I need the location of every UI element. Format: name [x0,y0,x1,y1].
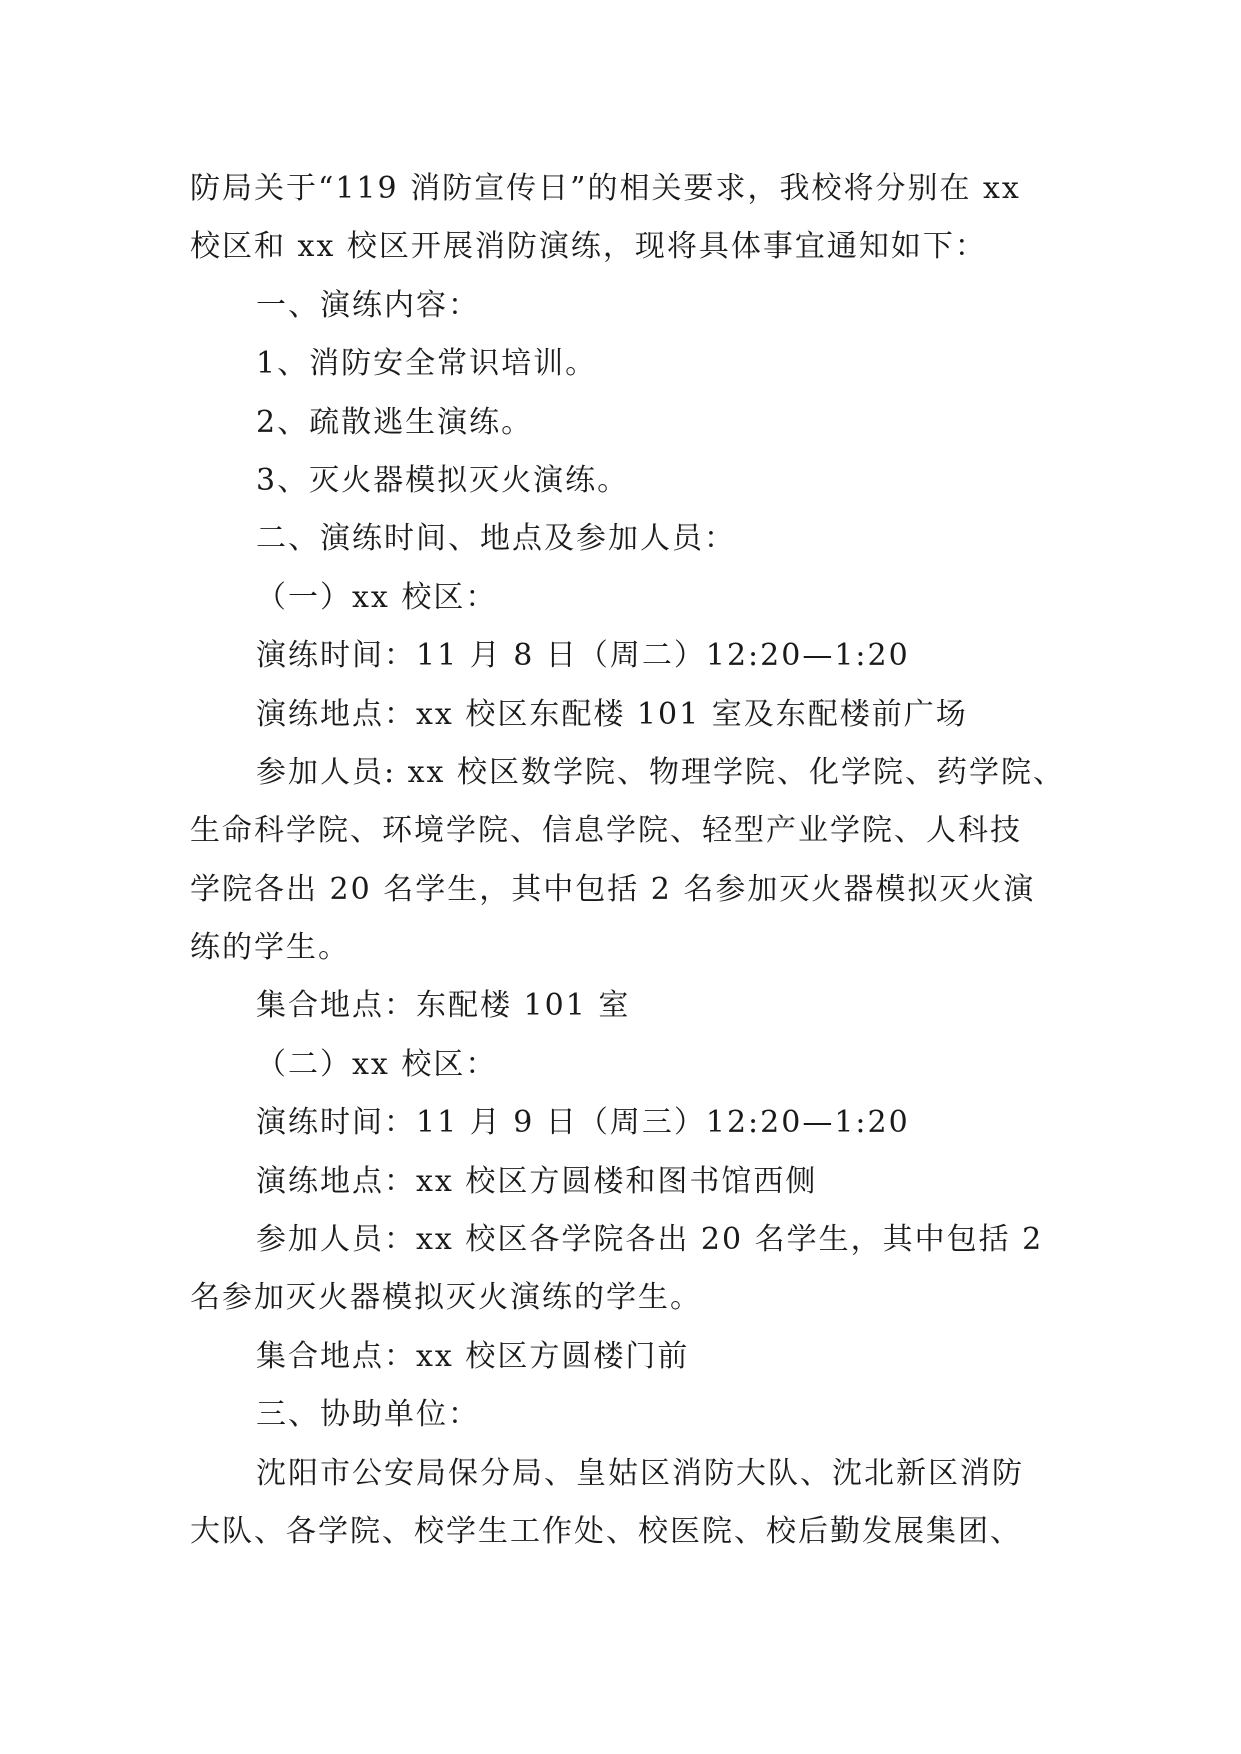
drill-location: 演练地点：xx 校区东配楼 101 室及东配楼前广场 [256,696,968,732]
paragraph-line: 名参加灭火器模拟灭火演练的学生。 [190,1280,702,1316]
assembly-point: 集合地点：xx 校区方圆楼门前 [256,1338,690,1374]
subsection-heading-campus-1: （一）xx 校区： [256,579,498,615]
subsection-heading-campus-2: （二）xx 校区： [256,1046,498,1082]
paragraph-line: 学院各出 20 名学生，其中包括 2 名参加灭火器模拟灭火演 [190,871,1036,907]
paragraph-line: 大队、各学院、校学生工作处、校医院、校后勤发展集团、 [190,1513,1022,1549]
paragraph-line: 生命科学院、环境学院、信息学院、轻型产业学院、人科技 [190,813,1022,849]
assisting-units-text: 沈阳市公安局保分局、皇姑区消防大队、沈北新区消防 [256,1455,1024,1491]
list-item: 3、灭火器模拟灭火演练。 [256,462,630,498]
list-item: 2、疏散逃生演练。 [256,404,534,440]
document-body [190,160,1070,1561]
participants: 参加人员：xx 校区各学院各出 20 名学生，其中包括 2 [256,1222,1044,1258]
section-heading-content: 一、演练内容： [256,287,480,323]
section-heading-time-place: 二、演练时间、地点及参加人员： [256,521,736,557]
drill-time: 演练时间：11 月 8 日（周二）12:20—1:20 [256,638,910,674]
paragraph-line: 校区和 xx 校区开展消防演练，现将具体事宜通知如下： [190,229,987,265]
participants: 参加人员: xx 校区数学院、物理学院、化学院、药学院、 [256,754,1066,790]
assembly-point: 集合地点：东配楼 101 室 [256,988,631,1024]
paragraph-line: 防局关于“119 消防宣传日”的相关要求，我校将分别在 xx [190,171,1021,206]
drill-location: 演练地点：xx 校区方圆楼和图书馆西侧 [256,1163,818,1199]
list-item: 1、消防安全常识培训。 [256,346,598,382]
paragraph-line: 练的学生。 [190,930,350,966]
drill-time: 演练时间：11 月 9 日（周三）12:20—1:20 [256,1105,910,1141]
section-heading-assisting-units: 三、协助单位： [256,1397,480,1433]
